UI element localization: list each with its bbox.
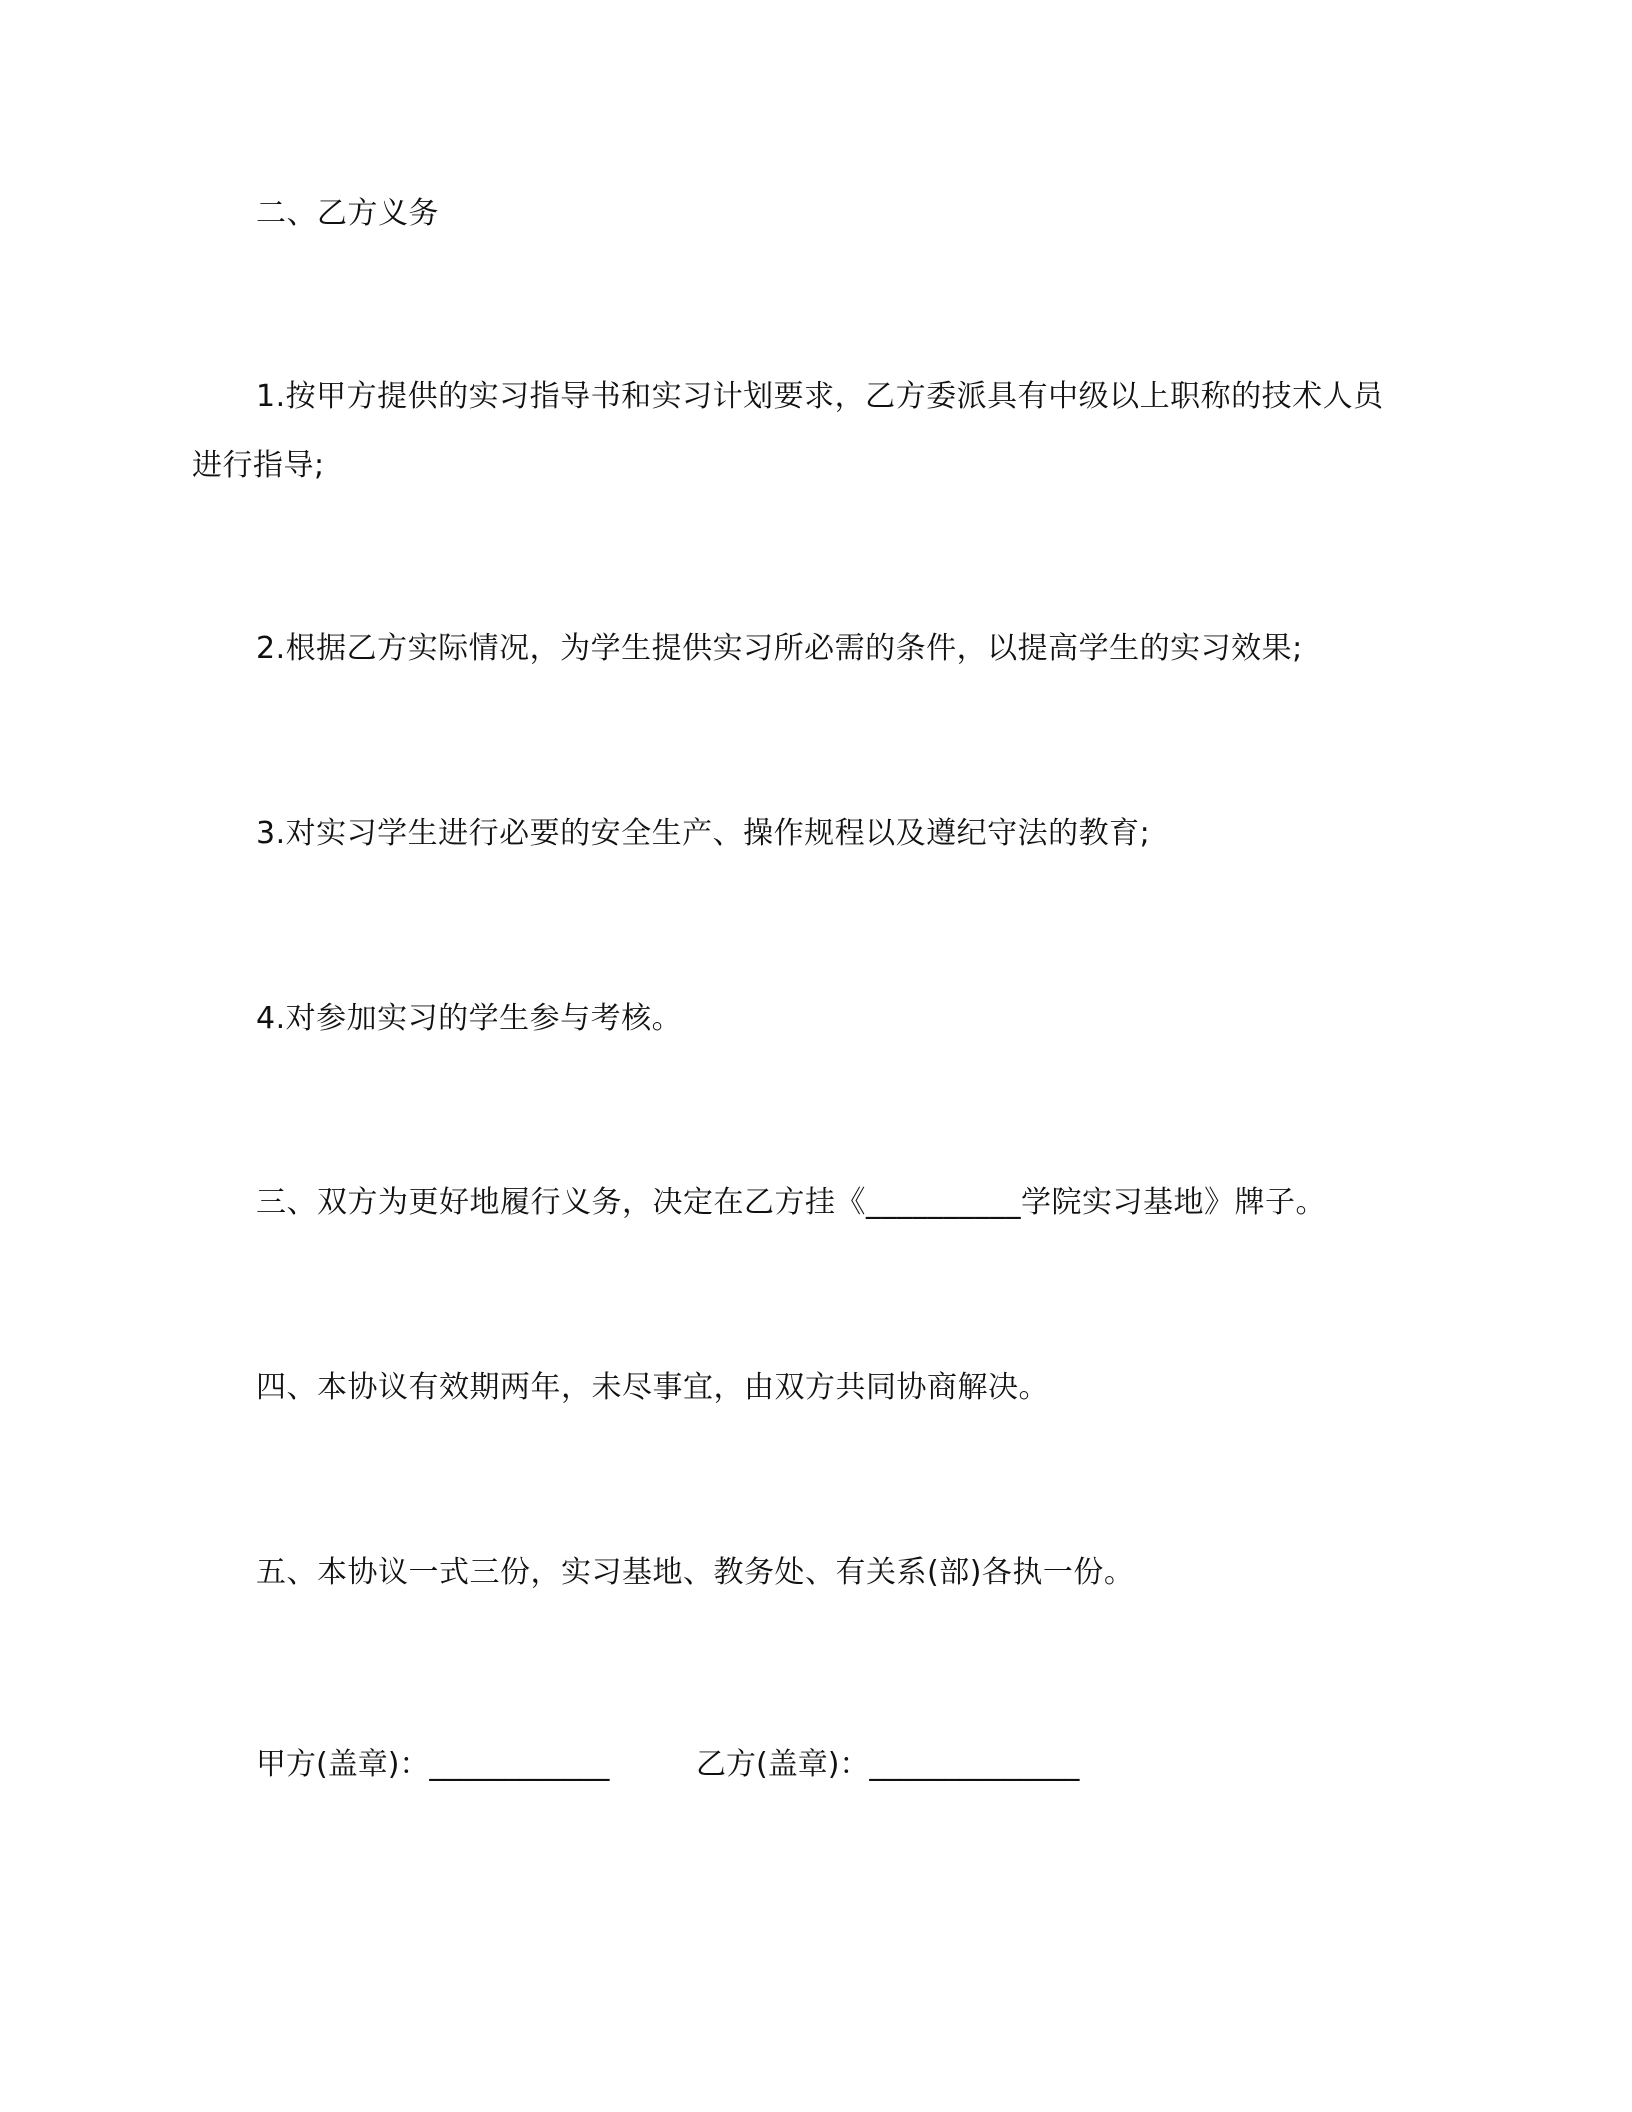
section-heading-party-b-obligations: 二、乙方义务 (256, 196, 439, 231)
signature-party-a: 甲方(盖章)：____________ (256, 1747, 610, 1782)
signature-row (256, 1745, 1079, 1785)
signature-party-b: 乙方(盖章)：______________ (696, 1747, 1080, 1782)
obligation-item-4: 4.对参加实习的学生参与考核。 (256, 1001, 683, 1036)
obligation-item-3: 3.对实习学生进行必要的安全生产、操作规程以及遵纪守法的教育; (256, 816, 1151, 851)
clause-4-validity: 四、本协议有效期两年，未尽事宜，由双方共同协商解决。 (256, 1370, 1049, 1405)
clause-5-copies: 五、本协议一式三份，实习基地、教务处、有关系(部)各执一份。 (256, 1555, 1135, 1590)
obligation-item-1-continued: 进行指导; (192, 448, 325, 483)
clause-3-practice-base-sign: 三、双方为更好地履行义务，决定在乙方挂《__________学院实习基地》牌子。 (256, 1185, 1326, 1220)
obligation-item-1: 1.按甲方提供的实习指导书和实习计划要求，乙方委派具有中级以上职称的技术人员 (256, 379, 1384, 414)
obligation-item-2: 2.根据乙方实际情况，为学生提供实习所必需的条件，以提高学生的实习效果; (256, 631, 1303, 666)
